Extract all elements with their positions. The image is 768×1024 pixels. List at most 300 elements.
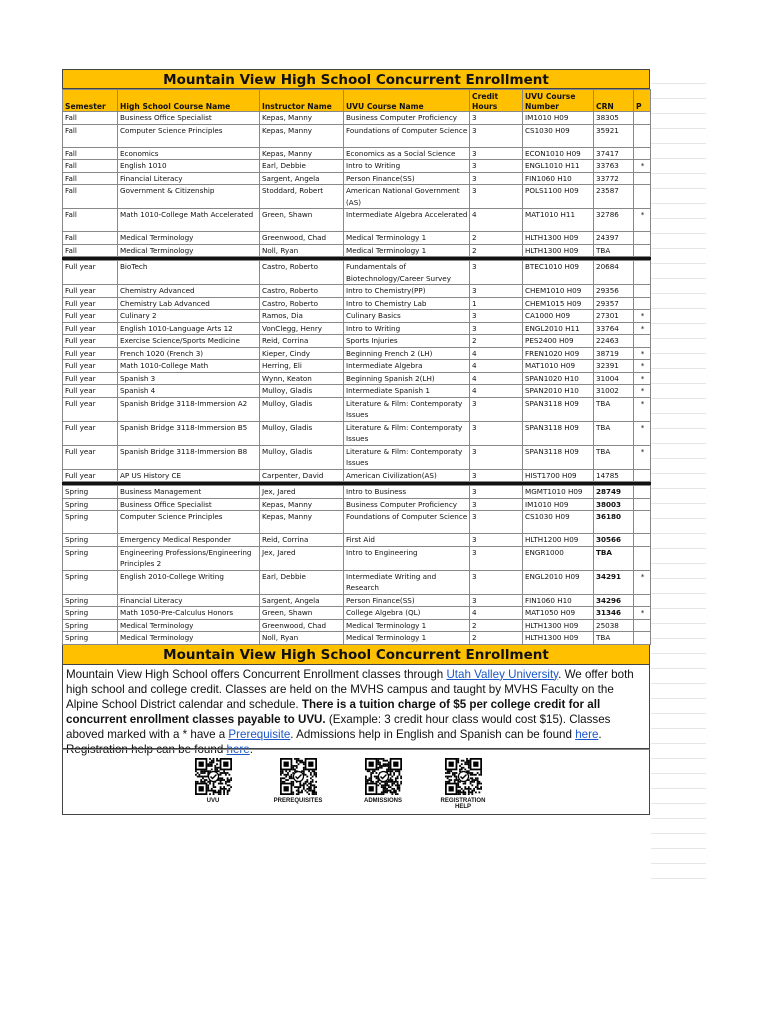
cell-prerequisite	[634, 232, 651, 245]
cell-instructor: Wynn, Keaton	[260, 372, 344, 385]
cell-uvu-number: HLTH1300 H09	[523, 232, 594, 245]
section-title: Mountain View High School Concurrent Enrollment	[62, 645, 650, 665]
cell-uvu-course: Fundamentals of Biotechnology/Career Survey	[344, 261, 470, 285]
header-uvu-course: UVU Course Name	[344, 90, 470, 112]
empty-grid-row	[651, 744, 706, 759]
empty-grid-row	[651, 804, 706, 819]
empty-grid-row	[651, 684, 706, 699]
table-row	[63, 147, 651, 160]
cell-semester: Spring	[63, 607, 118, 620]
cell-uvu-number: IM1010 H09	[523, 498, 594, 511]
qr-code-prerequisites[interactable]	[268, 758, 328, 804]
cell-crn: 38003	[594, 498, 634, 511]
cell-credit-hours: 3	[470, 261, 523, 285]
cell-hs-course: Math 1010-College Math	[118, 360, 260, 373]
cell-semester: Full year	[63, 469, 118, 482]
cell-instructor: Castro, Roberto	[260, 297, 344, 310]
empty-grid-row	[651, 294, 706, 309]
cell-uvu-course: Intro to Writing	[344, 322, 470, 335]
empty-grid-row	[651, 234, 706, 249]
cell-credit-hours: 2	[470, 244, 523, 257]
cell-semester: Full year	[63, 261, 118, 285]
cell-instructor: Kepas, Manny	[260, 112, 344, 125]
cell-semester: Spring	[63, 570, 118, 594]
cell-credit-hours: 3	[470, 534, 523, 547]
cell-uvu-course: Beginning French 2 (LH)	[344, 347, 470, 360]
table-row	[63, 570, 651, 594]
empty-grid-row	[651, 399, 706, 414]
cell-crn: 38305	[594, 112, 634, 125]
table-row	[63, 486, 651, 499]
empty-grid-row	[651, 654, 706, 669]
cell-instructor: Ramos, Dia	[260, 310, 344, 323]
cell-crn: 22463	[594, 335, 634, 348]
cell-credit-hours: 3	[470, 445, 523, 469]
cell-credit-hours: 4	[470, 372, 523, 385]
cell-uvu-course: American National Government (AS)	[344, 185, 470, 209]
cell-prerequisite: *	[634, 445, 651, 469]
tuition-notice: There is a tuition charge of $5 per college credit for all concurrent enrollment classes payable to UVU.	[66, 697, 601, 726]
cell-uvu-number: HLTH1200 H09	[523, 534, 594, 547]
table-row	[63, 232, 651, 245]
cell-uvu-number: PES2400 H09	[523, 335, 594, 348]
table-row	[63, 397, 651, 421]
cell-uvu-course: Culinary Basics	[344, 310, 470, 323]
cell-crn: 38719	[594, 347, 634, 360]
cell-uvu-course: Intro to Writing	[344, 160, 470, 173]
cell-instructor: Green, Shawn	[260, 607, 344, 620]
header-semester: Semester	[63, 90, 118, 112]
cell-crn: 34291	[594, 570, 634, 594]
qr-code-icon	[268, 758, 328, 795]
cell-uvu-number: ENGL2010 H11	[523, 322, 594, 335]
cell-prerequisite	[634, 534, 651, 547]
table-row	[63, 124, 651, 147]
cell-uvu-number: FIN1060 H10	[523, 594, 594, 607]
cell-crn: 31002	[594, 385, 634, 398]
cell-uvu-number: HLTH1300 H09	[523, 244, 594, 257]
cell-semester: Spring	[63, 486, 118, 499]
header-prerequisite: P	[634, 90, 651, 112]
empty-grid-row	[651, 609, 706, 624]
cell-prerequisite	[634, 335, 651, 348]
qr-code-icon	[353, 758, 413, 795]
empty-grid-row	[651, 534, 706, 549]
cell-crn: 34296	[594, 594, 634, 607]
cell-prerequisite: *	[634, 310, 651, 323]
empty-grid-row	[651, 849, 706, 864]
desc-part: .	[249, 742, 253, 756]
cell-credit-hours: 4	[470, 347, 523, 360]
cell-prerequisite: *	[634, 421, 651, 445]
cell-prerequisite: *	[634, 360, 651, 373]
cell-instructor: Herring, Eli	[260, 360, 344, 373]
cell-uvu-number: MAT1050 H09	[523, 607, 594, 620]
cell-uvu-course: Foundations of Computer Science	[344, 511, 470, 534]
cell-crn: TBA	[594, 445, 634, 469]
empty-grid-row	[651, 729, 706, 744]
cell-semester: Fall	[63, 160, 118, 173]
cell-hs-course: Exercise Science/Sports Medicine	[118, 335, 260, 348]
cell-credit-hours: 4	[470, 385, 523, 398]
cell-instructor: Mulloy, Gladis	[260, 421, 344, 445]
cell-uvu-course: Medical Terminology 1	[344, 632, 470, 645]
cell-prerequisite	[634, 112, 651, 125]
cell-instructor: VonClegg, Henry	[260, 322, 344, 335]
cell-instructor: Sargent, Angela	[260, 172, 344, 185]
cell-hs-course: English 1010-Language Arts 12	[118, 322, 260, 335]
empty-grid-row	[651, 249, 706, 264]
table-row	[63, 209, 651, 232]
empty-grid-row	[651, 489, 706, 504]
cell-uvu-number: HLTH1300 H09	[523, 632, 594, 645]
cell-prerequisite: *	[634, 160, 651, 173]
cell-credit-hours: 3	[470, 185, 523, 209]
cell-uvu-number: FIN1060 H10	[523, 172, 594, 185]
table-row	[63, 285, 651, 298]
cell-crn: 31004	[594, 372, 634, 385]
empty-grid-row	[651, 309, 706, 324]
empty-grid-row	[651, 144, 706, 159]
cell-prerequisite	[634, 594, 651, 607]
cell-hs-course: French 1020 (French 3)	[118, 347, 260, 360]
table-row	[63, 385, 651, 398]
cell-uvu-course: Beginning Spanish 2(LH)	[344, 372, 470, 385]
header-credit-hours: Credit Hours	[470, 90, 523, 112]
cell-uvu-number: ENGL1010 H11	[523, 160, 594, 173]
cell-instructor: Kepas, Manny	[260, 124, 344, 147]
cell-credit-hours: 2	[470, 632, 523, 645]
cell-hs-course: Math 1050-Pre-Calculus Honors	[118, 607, 260, 620]
cell-semester: Full year	[63, 397, 118, 421]
cell-credit-hours: 3	[470, 310, 523, 323]
cell-uvu-course: Intermediate Spanish 1	[344, 385, 470, 398]
cell-uvu-number: FREN1020 H09	[523, 347, 594, 360]
cell-hs-course: BioTech	[118, 261, 260, 285]
cell-hs-course: Medical Terminology	[118, 232, 260, 245]
cell-semester: Spring	[63, 534, 118, 547]
cell-uvu-course: First Aid	[344, 534, 470, 547]
table-row	[63, 445, 651, 469]
cell-semester: Spring	[63, 511, 118, 534]
cell-hs-course: Chemistry Lab Advanced	[118, 297, 260, 310]
cell-semester: Fall	[63, 232, 118, 245]
cell-crn: TBA	[594, 244, 634, 257]
cell-uvu-course: Intro to Chemistry Lab	[344, 297, 470, 310]
table-row	[63, 322, 651, 335]
empty-grid-row	[651, 159, 706, 174]
empty-grid-row	[651, 264, 706, 279]
cell-uvu-course: Sports Injuries	[344, 335, 470, 348]
cell-semester: Spring	[63, 632, 118, 645]
cell-hs-course: Emergency Medical Responder	[118, 534, 260, 547]
cell-hs-course: Business Office Specialist	[118, 112, 260, 125]
cell-hs-course: English 2010-College Writing	[118, 570, 260, 594]
cell-prerequisite: *	[634, 322, 651, 335]
cell-crn: TBA	[594, 421, 634, 445]
cell-instructor: Greenwood, Chad	[260, 232, 344, 245]
empty-grid-row	[651, 504, 706, 519]
cell-prerequisite: *	[634, 372, 651, 385]
cell-uvu-number: CHEM1010 H09	[523, 285, 594, 298]
cell-uvu-number: IM1010 H09	[523, 112, 594, 125]
empty-grid-row	[651, 339, 706, 354]
cell-uvu-course: Literature & Film: Contemporaty Issues	[344, 397, 470, 421]
qr-code-admissions[interactable]	[353, 758, 413, 804]
cell-uvu-number: HLTH1300 H09	[523, 619, 594, 632]
cell-credit-hours: 3	[470, 421, 523, 445]
cell-uvu-course: College Algebra (QL)	[344, 607, 470, 620]
cell-uvu-number: SPAN1020 H10	[523, 372, 594, 385]
cell-crn: TBA	[594, 397, 634, 421]
cell-uvu-number: SPAN3118 H09	[523, 445, 594, 469]
cell-instructor: Carpenter, David	[260, 469, 344, 482]
table-row	[63, 534, 651, 547]
empty-grid-row	[651, 429, 706, 444]
cell-hs-course: Economics	[118, 147, 260, 160]
cell-crn: TBA	[594, 632, 634, 645]
cell-hs-course: Math 1010-College Math Accelerated	[118, 209, 260, 232]
table-row	[63, 594, 651, 607]
empty-grid-row	[651, 639, 706, 654]
qr-code-icon	[433, 758, 493, 795]
cell-prerequisite	[634, 172, 651, 185]
cell-semester: Full year	[63, 372, 118, 385]
cell-prerequisite	[634, 546, 651, 570]
cell-crn: 24397	[594, 232, 634, 245]
cell-prerequisite	[634, 632, 651, 645]
cell-prerequisite	[634, 285, 651, 298]
cell-uvu-course: Business Computer Proficiency	[344, 112, 470, 125]
cell-uvu-number: MAT1010 H11	[523, 209, 594, 232]
cell-uvu-course: American Civilization(AS)	[344, 469, 470, 482]
cell-hs-course: Medical Terminology	[118, 632, 260, 645]
cell-prerequisite: *	[634, 607, 651, 620]
cell-crn: 31346	[594, 607, 634, 620]
empty-grid-row	[651, 549, 706, 564]
cell-hs-course: Financial Literacy	[118, 172, 260, 185]
cell-prerequisite	[634, 297, 651, 310]
empty-grid-row	[651, 369, 706, 384]
cell-credit-hours: 3	[470, 511, 523, 534]
empty-grid-row	[651, 864, 706, 879]
cell-prerequisite	[634, 244, 651, 257]
cell-semester: Fall	[63, 112, 118, 125]
cell-credit-hours: 3	[470, 160, 523, 173]
cell-instructor: Reid, Corrina	[260, 534, 344, 547]
cell-instructor: Green, Shawn	[260, 209, 344, 232]
empty-grid-row	[651, 99, 706, 114]
cell-credit-hours: 2	[470, 335, 523, 348]
cell-semester: Full year	[63, 297, 118, 310]
cell-uvu-number: SPAN3118 H09	[523, 421, 594, 445]
cell-instructor: Earl, Debbie	[260, 570, 344, 594]
cell-hs-course: Business Management	[118, 486, 260, 499]
cell-crn: 14785	[594, 469, 634, 482]
empty-grid-row	[651, 594, 706, 609]
cell-prerequisite	[634, 124, 651, 147]
enrollment-sheet	[62, 69, 650, 815]
prerequisite-link[interactable]: Prerequisite	[228, 727, 291, 741]
cell-instructor: Greenwood, Chad	[260, 619, 344, 632]
cell-prerequisite: *	[634, 397, 651, 421]
table-row	[63, 372, 651, 385]
cell-prerequisite	[634, 261, 651, 285]
cell-instructor: Sargent, Angela	[260, 594, 344, 607]
cell-semester: Spring	[63, 498, 118, 511]
empty-grid-row	[651, 834, 706, 849]
cell-instructor: Mulloy, Gladis	[260, 397, 344, 421]
cell-uvu-course: Intro to Engineering	[344, 546, 470, 570]
empty-grid-row	[651, 699, 706, 714]
cell-crn: 25038	[594, 619, 634, 632]
qr-code-panel	[62, 749, 650, 815]
cell-hs-course: Business Office Specialist	[118, 498, 260, 511]
table-row	[63, 546, 651, 570]
empty-grid-row	[651, 324, 706, 339]
cell-uvu-course: Medical Terminology 1	[344, 244, 470, 257]
cell-semester: Full year	[63, 445, 118, 469]
cell-uvu-course: Intro to Business	[344, 486, 470, 499]
cell-crn: 30566	[594, 534, 634, 547]
cell-hs-course: Spanish 3	[118, 372, 260, 385]
cell-crn: 32391	[594, 360, 634, 373]
table-row	[63, 421, 651, 445]
cell-credit-hours: 3	[470, 570, 523, 594]
empty-grid-row	[651, 189, 706, 204]
cell-hs-course: Computer Science Principles	[118, 124, 260, 147]
cell-uvu-number: BTEC1010 H09	[523, 261, 594, 285]
empty-grid-row	[651, 444, 706, 459]
empty-grid-row	[651, 414, 706, 429]
admissions-help-link[interactable]: here	[575, 727, 599, 741]
cell-semester: Full year	[63, 385, 118, 398]
cell-semester: Fall	[63, 124, 118, 147]
desc-part: . Admissions help in English and Spanish can be found	[290, 727, 576, 741]
table-row	[63, 244, 651, 257]
desc-part: . We offer both high school and college credit. Classes are held on the MVHS campus and taught by MVHS Faculty on the Alpine School District calendar and schedule.	[66, 667, 634, 711]
uvu-link[interactable]: Utah Valley University	[446, 667, 559, 681]
cell-semester: Full year	[63, 335, 118, 348]
cell-uvu-course: Economics as a Social Science	[344, 147, 470, 160]
cell-instructor: Noll, Ryan	[260, 632, 344, 645]
cell-credit-hours: 1	[470, 297, 523, 310]
table-row	[63, 469, 651, 482]
cell-crn: 36180	[594, 511, 634, 534]
cell-instructor: Jex, Jared	[260, 486, 344, 499]
empty-grid-row	[651, 279, 706, 294]
cell-prerequisite	[634, 185, 651, 209]
cell-semester: Spring	[63, 619, 118, 632]
table-row	[63, 261, 651, 285]
cell-crn: 20684	[594, 261, 634, 285]
cell-credit-hours: 4	[470, 209, 523, 232]
cell-prerequisite	[634, 486, 651, 499]
cell-hs-course: Spanish Bridge 3118-Immersion B5	[118, 421, 260, 445]
empty-grid-row	[651, 69, 706, 84]
cell-credit-hours: 4	[470, 607, 523, 620]
cell-hs-course: Engineering Professions/Engineering Principles 2	[118, 546, 260, 570]
empty-grid-row	[651, 624, 706, 639]
empty-grid-row	[651, 519, 706, 534]
cell-hs-course: AP US History CE	[118, 469, 260, 482]
table-row	[63, 498, 651, 511]
cell-hs-course: English 1010	[118, 160, 260, 173]
course-table	[62, 89, 651, 645]
table-row	[63, 347, 651, 360]
cell-credit-hours: 2	[470, 232, 523, 245]
cell-credit-hours: 2	[470, 619, 523, 632]
empty-grid-row	[651, 669, 706, 684]
cell-hs-course: Spanish 4	[118, 385, 260, 398]
cell-crn: 33763	[594, 160, 634, 173]
table-row	[63, 310, 651, 323]
cell-crn: 33764	[594, 322, 634, 335]
header-instructor: Instructor Name	[260, 90, 344, 112]
empty-grid-row	[651, 564, 706, 579]
desc-part: (Example: 3 credit hour class would cost $15). Classes aboved marked with a * have a	[66, 712, 611, 741]
qr-code-registration-help[interactable]	[433, 758, 493, 810]
cell-crn: 28749	[594, 486, 634, 499]
cell-uvu-course: Person Finance(SS)	[344, 594, 470, 607]
cell-uvu-course: Intermediate Algebra Accelerated	[344, 209, 470, 232]
cell-uvu-number: HIST1700 H09	[523, 469, 594, 482]
cell-instructor: Kepas, Manny	[260, 511, 344, 534]
empty-grid-row	[651, 774, 706, 789]
empty-grid-row	[651, 714, 706, 729]
cell-crn: 32786	[594, 209, 634, 232]
cell-crn: 29356	[594, 285, 634, 298]
cell-uvu-number: CHEM1015 H09	[523, 297, 594, 310]
cell-crn: 33772	[594, 172, 634, 185]
cell-semester: Fall	[63, 185, 118, 209]
cell-credit-hours: 3	[470, 172, 523, 185]
cell-semester: Full year	[63, 347, 118, 360]
cell-hs-course: Medical Terminology	[118, 619, 260, 632]
cell-hs-course: Computer Science Principles	[118, 511, 260, 534]
cell-semester: Fall	[63, 244, 118, 257]
qr-code-uvu[interactable]	[183, 758, 243, 804]
empty-grid-row	[651, 174, 706, 189]
cell-prerequisite: *	[634, 347, 651, 360]
empty-grid-row	[651, 354, 706, 369]
empty-grid-row	[651, 459, 706, 474]
cell-prerequisite	[634, 498, 651, 511]
empty-grid-row	[651, 384, 706, 399]
cell-uvu-number: MGMT1010 H09	[523, 486, 594, 499]
qr-code-label: UVU	[206, 797, 220, 804]
table-row	[63, 607, 651, 620]
cell-semester: Fall	[63, 147, 118, 160]
cell-credit-hours: 3	[470, 486, 523, 499]
empty-grid-row	[651, 219, 706, 234]
page-title: Mountain View High School Concurrent Enrollment	[62, 69, 650, 89]
table-row	[63, 632, 651, 645]
cell-hs-course: Medical Terminology	[118, 244, 260, 257]
cell-prerequisite	[634, 147, 651, 160]
cell-credit-hours: 3	[470, 469, 523, 482]
cell-uvu-course: Intermediate Writing and Research	[344, 570, 470, 594]
table-row	[63, 160, 651, 173]
cell-credit-hours: 3	[470, 147, 523, 160]
registration-help-link[interactable]: here	[226, 742, 250, 756]
cell-uvu-course: Medical Terminology 1	[344, 232, 470, 245]
table-row	[63, 619, 651, 632]
table-body	[63, 112, 651, 645]
desc-part: Mountain View High School offers Concurrent Enrollment classes through	[66, 667, 447, 681]
cell-instructor: Earl, Debbie	[260, 160, 344, 173]
empty-grid-row	[651, 204, 706, 219]
